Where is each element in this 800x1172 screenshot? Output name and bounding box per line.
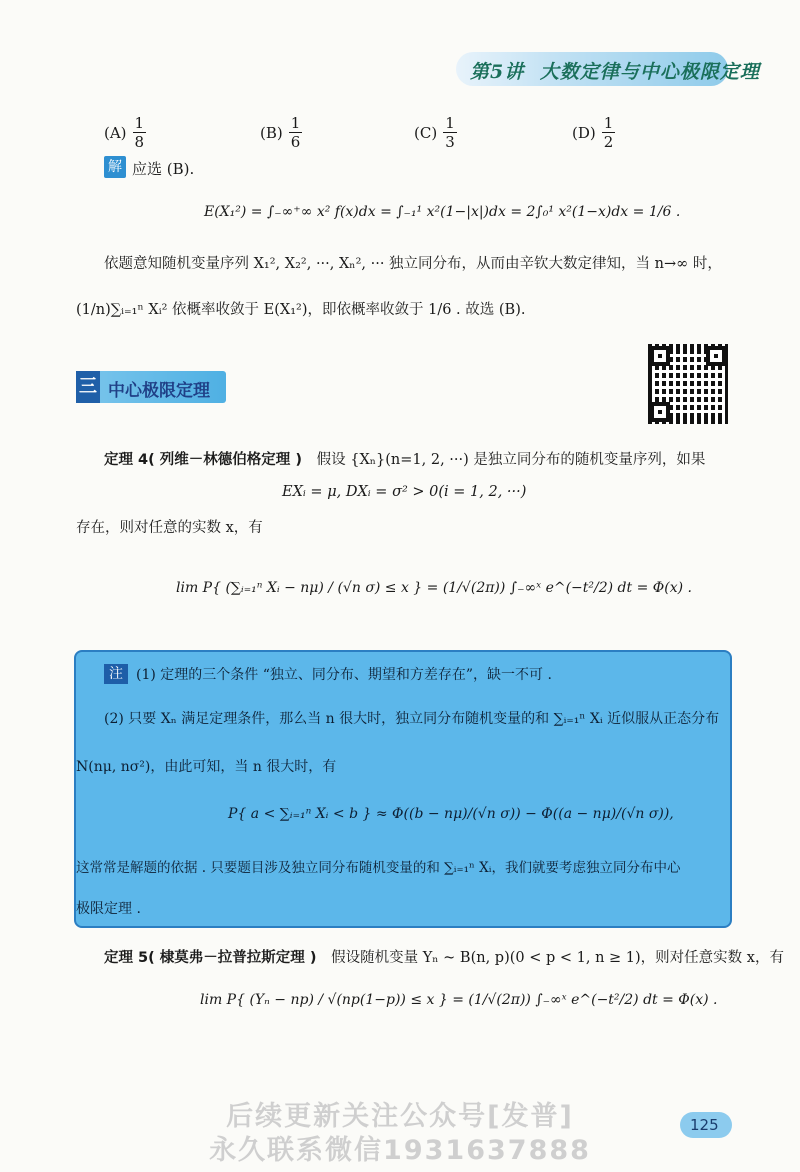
option-c (414, 114, 457, 151)
solution-formula: E(X₁²) = ∫₋∞⁺∞ x² f(x)dx = ∫₋₁¹ x²(1−|x|)dx = 2∫₀¹ x²(1−x)dx = 1/6 . (204, 204, 681, 220)
option-b (260, 114, 302, 151)
option-a (104, 114, 146, 151)
watermark-line2: 永久联系微信1931637888 (209, 1135, 591, 1166)
watermark-line1: 后续更新关注公众号[发普] (226, 1101, 574, 1132)
chapter-header (470, 57, 760, 84)
theorem4-text: 假设 {Xₙ}(n=1, 2, ···) 是独立同分布的随机变量序列，如果 (316, 452, 706, 468)
note-point2b: N(nμ, nσ²)，由此可知，当 n 很大时，有 (76, 759, 337, 775)
theorem4-condition: EXᵢ = μ, DXᵢ = σ² > 0(i = 1, 2, ···) (282, 484, 527, 500)
theorem5-formula: lim P{ (Yₙ − np) / √(np(1−p)) ≤ x } = (1/√(2π)) ∫₋∞ˣ e^(−t²/2) dt = Φ(x) . (200, 992, 718, 1008)
qr-finder (650, 346, 670, 366)
qr-finder (650, 402, 670, 422)
option-fraction: $\frac{1}{8}$ (134, 114, 145, 151)
section-number: 三 (76, 371, 100, 403)
note-point4: 极限定理 . (76, 901, 141, 917)
theorem5 (104, 946, 784, 967)
option-fraction: $\frac{1}{3}$ (445, 114, 455, 151)
page-number: 125 (690, 1116, 719, 1134)
solution-answer: 应选 (B). (132, 160, 195, 178)
theorem4-formula: lim P{ (∑ᵢ₌₁ⁿ Xᵢ − nμ) / (√n σ) ≤ x } = (1/√(2π)) ∫₋∞ˣ e^(−t²/2) dt = Φ(x) . (176, 580, 692, 596)
option-label: (A) (104, 123, 127, 142)
note-tag: 注 (104, 664, 128, 684)
solution-line1: 依题意知随机变量序列 X₁², X₂², ···, Xₙ², ··· 独立同分布，从而由辛钦大数定律知，当 n→∞ 时， (104, 256, 722, 272)
solution-line2: (1/n)∑ᵢ₌₁ⁿ Xᵢ² 依概率收敛于 E(X₁²)，即依概率收敛于 1/6 . 故选 (B). (76, 302, 526, 318)
note-box (74, 650, 732, 928)
chapter-number: 第5讲 (470, 61, 525, 83)
qr-code[interactable] (648, 344, 728, 424)
note-point3: 这常常是解题的依据 . 只要题目涉及独立同分布随机变量的和 ∑ᵢ₌₁ⁿ Xᵢ，我们就要考虑独立同分布中心 (76, 860, 681, 876)
chapter-title: 大数定律与中心极限定理 (539, 61, 760, 83)
theorem5-text: 假设随机变量 Yₙ ~ B(n, p)(0 < p < 1, n ≥ 1)，则对任意实数 x，有 (331, 950, 784, 966)
note-point1: (1) 定理的三个条件 “独立、同分布、期望和方差存在”，缺一不可 . (136, 667, 552, 683)
solution-badge: 解 (104, 156, 126, 178)
theorem5-label: 定理 5( 棣莫弗－拉普拉斯定理 ) (104, 950, 317, 966)
note-point2a: (2) 只要 Xₙ 满足定理条件，那么当 n 很大时，独立同分布随机变量的和 ∑ᵢ₌₁ⁿ Xᵢ 近似服从正态分布 (104, 711, 720, 727)
option-fraction: $\frac{1}{2}$ (603, 114, 614, 151)
option-label: (B) (260, 123, 283, 142)
option-label: (C) (414, 123, 438, 142)
section-title: 中心极限定理 (108, 381, 210, 401)
option-label: (D) (572, 123, 596, 142)
theorem4-label: 定理 4( 列维－林德伯格定理 ) (104, 452, 302, 468)
theorem4 (104, 448, 705, 469)
note-formula: P{ a < ∑ᵢ₌₁ⁿ Xᵢ < b } ≈ Φ((b − nμ)/(√n σ)) − Φ((a − nμ)/(√n σ)), (228, 806, 674, 822)
option-d (572, 114, 615, 151)
option-fraction: $\frac{1}{6}$ (290, 114, 301, 151)
theorem4-exist: 存在，则对任意的实数 x，有 (76, 520, 263, 536)
qr-finder (706, 346, 726, 366)
